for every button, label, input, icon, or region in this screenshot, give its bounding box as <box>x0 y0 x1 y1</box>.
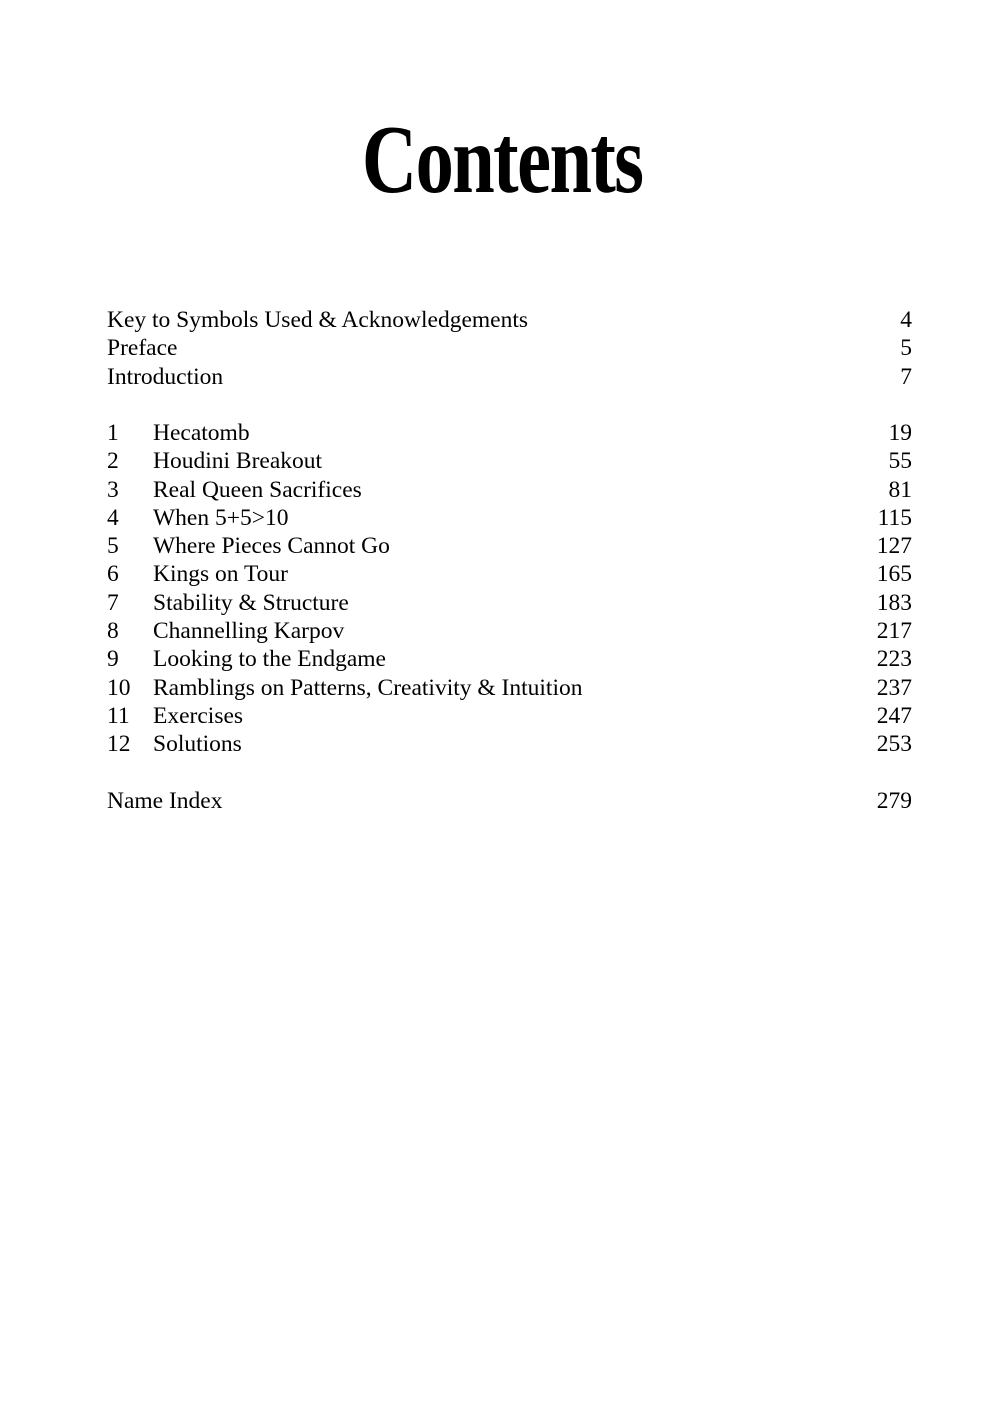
chapter-entry[interactable] <box>107 476 912 504</box>
toc-entry-title: Name Index <box>107 788 223 814</box>
chapter-number: 4 <box>107 504 119 531</box>
chapter-title: Real Queen Sacrifices <box>153 476 362 503</box>
chapter-number: 6 <box>107 561 119 588</box>
chapter-number: 10 <box>107 674 131 701</box>
chapter-page: 223 <box>876 646 912 673</box>
chapter-title: Ramblings on Patterns, Creativity & Intuition <box>153 674 583 701</box>
chapter-page: 183 <box>876 589 912 616</box>
chapter-entry[interactable] <box>107 617 912 645</box>
chapter-page: 115 <box>877 504 912 531</box>
toc-entry[interactable] <box>107 787 912 815</box>
chapter-title: Exercises <box>153 702 244 729</box>
chapter-page: 247 <box>876 702 912 729</box>
toc-entry-title: Key to Symbols Used & Acknowledgements <box>107 307 529 333</box>
chapter-title: When 5+5>10 <box>153 504 289 531</box>
chapter-page: 127 <box>876 533 912 560</box>
back-matter-list <box>107 787 912 815</box>
chapter-entry[interactable] <box>107 447 912 475</box>
chapter-number: 9 <box>107 646 119 673</box>
chapter-page: 81 <box>888 476 912 503</box>
chapter-number: 3 <box>107 476 119 503</box>
chapter-entry[interactable] <box>107 419 912 447</box>
toc-entry-page: 7 <box>900 363 912 390</box>
toc-entry-page: 4 <box>900 307 912 333</box>
toc-entry-page: 279 <box>876 788 912 814</box>
chapter-title: Houdini Breakout <box>153 448 323 475</box>
chapter-title: Solutions <box>153 731 242 758</box>
chapter-page: 55 <box>888 448 912 475</box>
chapter-entry[interactable] <box>107 504 912 532</box>
chapter-entry[interactable] <box>107 730 912 758</box>
chapter-entry[interactable] <box>107 702 912 730</box>
chapter-title: Channelling Karpov <box>153 618 345 645</box>
chapter-number: 7 <box>107 589 119 616</box>
chapter-page: 19 <box>888 420 912 446</box>
toc-entry[interactable] <box>107 306 912 334</box>
chapter-title: Stability & Structure <box>153 589 349 616</box>
toc-entry[interactable] <box>107 363 912 391</box>
chapter-entry[interactable] <box>107 589 912 617</box>
toc-entry-title: Introduction <box>107 363 224 390</box>
chapter-page: 165 <box>876 561 912 588</box>
chapter-number: 1 <box>107 420 119 446</box>
chapter-number: 5 <box>107 533 119 560</box>
chapter-page: 237 <box>876 674 912 701</box>
toc-entry-title: Preface <box>107 335 178 362</box>
toc-entry-page: 5 <box>900 335 912 362</box>
chapter-entry[interactable] <box>107 645 912 673</box>
chapter-title: Where Pieces Cannot Go <box>153 533 390 560</box>
chapter-title: Hecatomb <box>153 420 250 446</box>
chapter-entry[interactable] <box>107 674 912 702</box>
chapter-number: 8 <box>107 618 119 645</box>
chapter-number: 12 <box>107 731 131 758</box>
chapter-entry[interactable] <box>107 560 912 588</box>
front-matter-list <box>107 306 912 391</box>
chapter-list <box>107 419 912 759</box>
chapter-number: 11 <box>107 702 130 729</box>
chapter-title: Kings on Tour <box>153 561 289 588</box>
toc-entry[interactable] <box>107 334 912 362</box>
chapter-page: 253 <box>876 731 912 758</box>
chapter-page: 217 <box>876 618 912 645</box>
chapter-number: 2 <box>107 448 119 475</box>
chapter-entry[interactable] <box>107 532 912 560</box>
page-title: Contents <box>361 106 643 214</box>
chapter-title: Looking to the Endgame <box>153 646 386 673</box>
